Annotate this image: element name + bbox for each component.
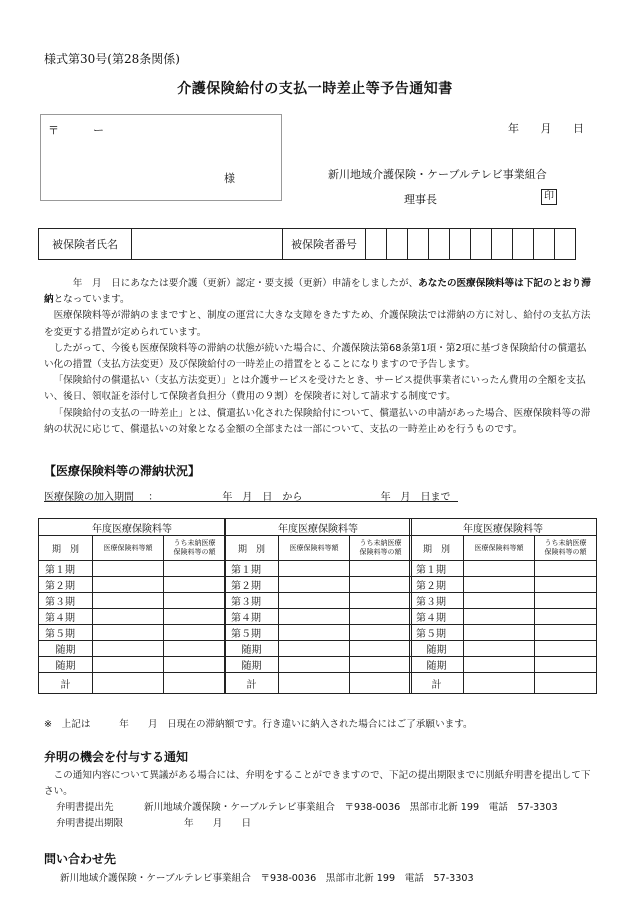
premium-table-3 [409,518,597,694]
row-period: 第３期 [410,593,464,609]
issue-year: 年 [508,122,519,135]
insured-number-digit [555,229,576,260]
col-unpaid [535,536,597,561]
row-period: 第３期 [225,593,279,609]
col-unpaid [350,536,412,561]
row-period: 第２期 [410,577,464,593]
col-amount: 医療保険料等額 [93,536,164,561]
row-total: 計 [225,673,279,694]
premium-table-header: 年度医療保険料等 [39,519,226,536]
col-unpaid-line2: 保険料等の額 [359,548,402,556]
row-period: 随期 [410,641,464,657]
coverage-period-to: 年 月 日まで [380,492,451,503]
insured-number-digit [408,229,429,260]
postal-mark: 〒 [48,124,59,137]
body-p4: 「保険給付の償還払い（支払方法変更）」とは介護サービスを受けたとき、サービス提供事業者にいったん費用の全額を支払い、後日、領収証を添付して保険者負担分（費用の９割）を保険者に対して請求する制度です。 [44,375,586,403]
row-period: 第１期 [225,561,279,577]
col-period: 期 別 [39,536,93,561]
premium-table-header: 年度医療保険料等 [225,519,412,536]
premium-table-2 [224,518,412,694]
row-period: 第４期 [225,609,279,625]
row-period: 第４期 [410,609,464,625]
col-unpaid-line2: 保険料等の額 [173,548,216,556]
insured-table [38,228,576,260]
row-period: 第１期 [39,561,93,577]
notice-body [44,276,592,438]
insured-number-digit [366,229,387,260]
body-p1-bold: あなたの医療保険料等は下記のとおり滞納 [44,278,591,306]
insured-number-digit [513,229,534,260]
coverage-period-underline [44,501,458,502]
body-p5: 「保険給付の支払の一時差止」とは、償還払い化された保険給付について、償還払いの申請があった場合、医療保険料等の滞納の状況に応じて、償還払いの対象となる金額の全部または一部について、支払の一時差止めを行うものです。 [44,407,591,435]
issue-day: 日 [573,122,584,135]
defense-deadline [44,816,592,832]
defense-heading: 弁明の機会を付与する通知 [44,750,189,764]
issue-date [508,120,584,136]
insured-number-digit [429,229,450,260]
defense-deadline-value: 年 月 日 [184,818,252,829]
defense-dest-value: 新川地域介護保険・ケーブルテレビ事業組合 〒938-0036 黒部市北新 199 電話 57-3303 [144,802,558,813]
document-title: 介護保険給付の支払一時差止等予告通知書 [177,81,453,97]
row-period: 第３期 [39,593,93,609]
col-unpaid-line1: うち未納医療 [544,539,587,547]
body-p1-c: となっています。 [53,294,130,306]
row-period: 第２期 [39,577,93,593]
coverage-period-colon: ： [148,492,159,503]
insured-number-label: 被保険者番号 [283,229,366,260]
body-p2: 医療保険料等が滞納のままですと、制度の運営に大きな支障をきたすため、介護保険法では滞納の方に対し、給付の支払方法を変更する措置が定められています。 [44,310,591,338]
row-total: 計 [39,673,93,694]
defense-body [44,768,592,832]
col-unpaid-line1: うち未納医療 [173,539,216,547]
insured-name-field [132,229,283,260]
premium-table-1 [38,518,226,694]
row-period: 第１期 [410,561,464,577]
defense-text: この通知内容について異議がある場合には、弁明をすることができますので、下記の提出期限までに別紙弁明書を提出して下さい。 [44,770,591,797]
body-p3: したがって、今後も医療保険料等の滞納の状態が続いた場合に、介護保険法第68条第1項・第2項に基づき保険給付の償還払い化の措置（支払方法変更）及び保険給付の一時差止の措置をとることになりますので予告します。 [44,342,587,371]
row-period: 随期 [225,657,279,673]
seal-mark: 印 [541,189,557,205]
defense-dest-label: 弁明書提出先 [56,802,114,813]
row-period: 第５期 [39,625,93,641]
insured-number-digit [534,229,555,260]
col-amount: 医療保険料等額 [464,536,535,561]
row-period: 第５期 [225,625,279,641]
col-period: 期 別 [410,536,464,561]
insured-number-digit [450,229,471,260]
honorific: 様 [224,172,235,185]
arrears-heading: 【医療保険料等の滞納状況】 [44,464,201,478]
insured-number-digit [471,229,492,260]
insured-name-label: 被保険者氏名 [39,229,132,260]
inquiry-contact: 新川地域介護保険・ケーブルテレビ事業組合 〒938-0036 黒部市北新 199 電話 57-3303 [60,873,474,884]
row-period: 随期 [410,657,464,673]
insured-number-digit [492,229,513,260]
row-period: 随期 [39,657,93,673]
issue-month: 月 [540,122,552,135]
col-unpaid-line1: うち未納医療 [359,539,402,547]
row-period: 随期 [39,641,93,657]
issuer-org: 新川地域介護保険・ケーブルテレビ事業組合 [328,168,547,181]
postal-dash: ー [93,124,104,137]
coverage-period-from: 年 月 日 から [222,492,303,503]
col-unpaid-line2: 保険料等の額 [544,548,587,556]
form-number: 様式第30号(第28条関係) [44,52,180,66]
row-period: 第４期 [39,609,93,625]
premium-table-header: 年度医療保険料等 [410,519,597,536]
row-period: 第２期 [225,577,279,593]
issuer-title: 理事長 [404,193,437,206]
col-period: 期 別 [225,536,279,561]
arrears-note: ※ 上記は 年 月 日現在の滞納額です。行き違いに納入された場合にはご了承願います。 [44,719,473,730]
defense-deadline-label: 弁明書提出期限 [56,818,124,829]
inquiry-heading: 問い合わせ先 [44,852,117,866]
row-period: 第５期 [410,625,464,641]
insured-number-digit [387,229,408,260]
coverage-period-label: 医療保険の加入期間 [44,492,134,503]
col-amount: 医療保険料等額 [279,536,350,561]
body-p1-a: 年 月 日にあなたは要介護（更新）認定・要支援（更新）申請をしましたが、 [72,278,419,289]
row-total: 計 [410,673,464,694]
col-unpaid [164,536,226,561]
address-box [40,114,282,201]
defense-destination [44,800,592,816]
row-period: 随期 [225,641,279,657]
